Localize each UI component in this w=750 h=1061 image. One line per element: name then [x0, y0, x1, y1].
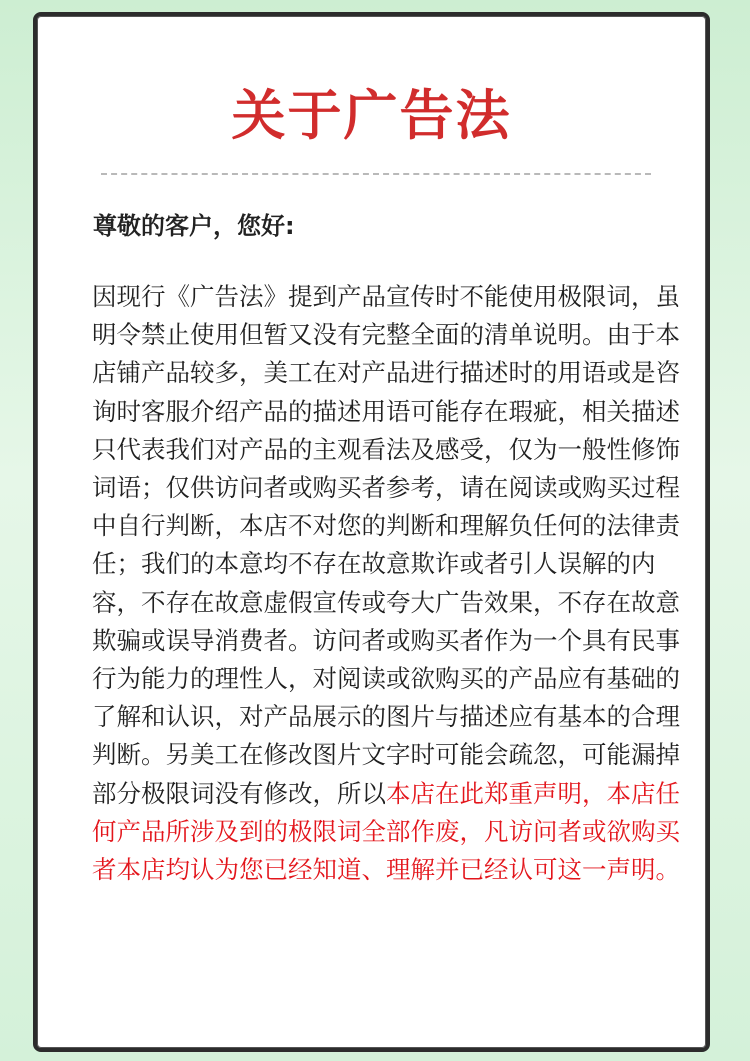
dashed-divider [101, 173, 651, 175]
notice-body-text: 因现行《广告法》提到产品宣传时不能使用极限词，虽明令禁止使用但暂又没有完整全面的清单说明。由于本店铺产品较多，美工在对产品进行描述时的用语或是咨询时客服介绍产品的描述用语可能存在瑕疵，相关描述只代表我们对产品的主观看法及感受，仅为一般性修饰词语；仅供访问者或购买者参考，请在阅读或购买过程中自行判断，本店不对您的判断和理解负任何的法律责任；我们的本意均不存在故意欺诈或者引人误解的内容，不存在故意虚假宣传或夸大广告效果，不存在故意欺骗或误导消费者。访问者或购买者作为一个具有民事行为能力的理性人，对阅读或欲购买的产品应有基础的了解和认识，对产品展示的图片与描述应有基本的合理判断。另美工在修改图片文字时可能会疏忽，可能漏掉部分极限词没有修改，所以 [92, 282, 680, 808]
greeting: 尊敬的客户，您好: [93, 212, 295, 240]
notice-highlight-text: 本店在此郑重声明，本店任何产品所涉及到的极限词全部作废，凡访问者或欲购买者本店均认为您已经知道、理解并已经认可这一声明。 [92, 778, 680, 885]
notice-card [33, 12, 710, 1052]
notice-body [92, 278, 682, 889]
page-title: 关于广告法 [231, 84, 512, 147]
